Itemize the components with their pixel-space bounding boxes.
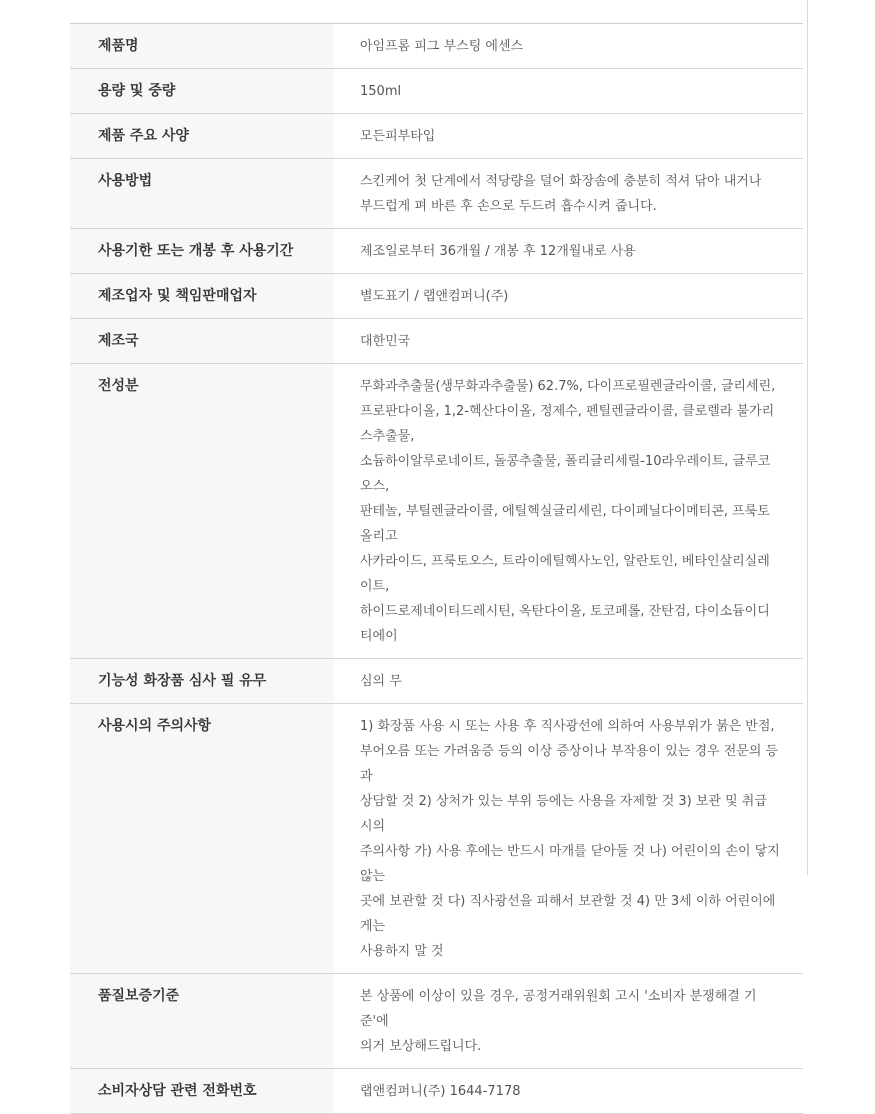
- row-value: 랩앤컴퍼니(주) 1644-7178: [360, 1084, 521, 1099]
- row-value: 대한민국: [360, 334, 411, 349]
- row-value: 아임프롬 피그 부스팅 에센스: [360, 39, 524, 54]
- row-label: 용량 및 중량: [70, 69, 334, 114]
- row-precautions: [70, 704, 803, 974]
- row-value: 1) 화장품 사용 시 또는 사용 후 직사광선에 의하여 사용부위가 붉은 반점, 부어오름 또는 가려움증 등의 이상 증상이나 부작용이 있는 경우 전문의 등과 상담할 것 2) 상처가 있는 부위 등에는 사용을 자제할 것 3) 보관 및 취급 시의 주의사항 가) 사용 후에는 반드시 마개를 닫아둘 것 나) 어린이의 손이 닿지 않는 곳에 보관할 것 다) 직사광선을 피해서 보관할 것 4) 만 3세 이하 어린이에게는 사용하지 말 것: [360, 719, 780, 959]
- row-value: 별도표기 / 랩앤컴퍼니(주): [360, 289, 509, 304]
- row-value: 150ml: [360, 84, 402, 99]
- row-volume: [70, 69, 803, 114]
- row-country: [70, 319, 803, 364]
- row-label: 제품 주요 사양: [70, 114, 334, 159]
- row-expiry: [70, 229, 803, 274]
- row-value: 심의 무: [360, 674, 402, 689]
- row-functional-review: [70, 659, 803, 704]
- row-customer-phone: [70, 1069, 803, 1114]
- row-label: 기능성 화장품 심사 필 유무: [70, 659, 334, 704]
- row-label: 제품명: [70, 24, 334, 69]
- row-value: 본 상품에 이상이 있을 경우, 공정거래위원회 고시 '소비자 분쟁해결 기준'에 의거 보상해드립니다.: [360, 989, 757, 1054]
- row-main-spec: [70, 114, 803, 159]
- row-label: 제조업자 및 책임판매업자: [70, 274, 334, 319]
- row-label: 사용방법: [70, 159, 334, 229]
- row-manufacturer: [70, 274, 803, 319]
- row-ingredients: [70, 364, 803, 659]
- row-quality-guarantee: [70, 974, 803, 1069]
- row-label: 소비자상담 관련 전화번호: [70, 1069, 334, 1114]
- row-usage: [70, 159, 803, 229]
- row-label: 제조국: [70, 319, 334, 364]
- row-value: 제조일로부터 36개월 / 개봉 후 12개월내로 사용: [360, 244, 636, 259]
- row-label: 사용시의 주의사항: [70, 704, 334, 974]
- row-label: 품질보증기준: [70, 974, 334, 1069]
- row-value: 모든피부타입: [360, 129, 436, 144]
- row-label: 사용기한 또는 개봉 후 사용기간: [70, 229, 334, 274]
- row-label: 전성분: [70, 364, 334, 659]
- product-info-table: [70, 23, 803, 1114]
- row-product-name: [70, 24, 803, 69]
- row-value: 무화과추출물(생무화과추출물) 62.7%, 다이프로필렌글라이콜, 글리세린, 프로판다이올, 1,2-헥산다이올, 정제수, 펜틸렌글라이콜, 클로렐라 불가리스추출물, 소듐하이알루로네이트, 돌콩추출물, 폴리글리세릴-10라우레이트, 글루코오스, 판테놀, 부틸렌글라이콜, 에틸헥실글리세린, 다이페닐다이메티콘, 프룩토올리고 사카라이드, 프룩토오스, 트라이에틸헥사노인, 알란토인, 베타인살리실레이트, 하이드로제네이티드레시틴, 옥탄다이올, 토코페롤, 잔탄검, 다이소듐이디티에이: [360, 379, 776, 644]
- row-value: 스킨케어 첫 단계에서 적당량을 덜어 화장솜에 충분히 적셔 닦아 내거나 부드럽게 펴 바른 후 손으로 두드려 흡수시켜 줍니다.: [360, 174, 762, 214]
